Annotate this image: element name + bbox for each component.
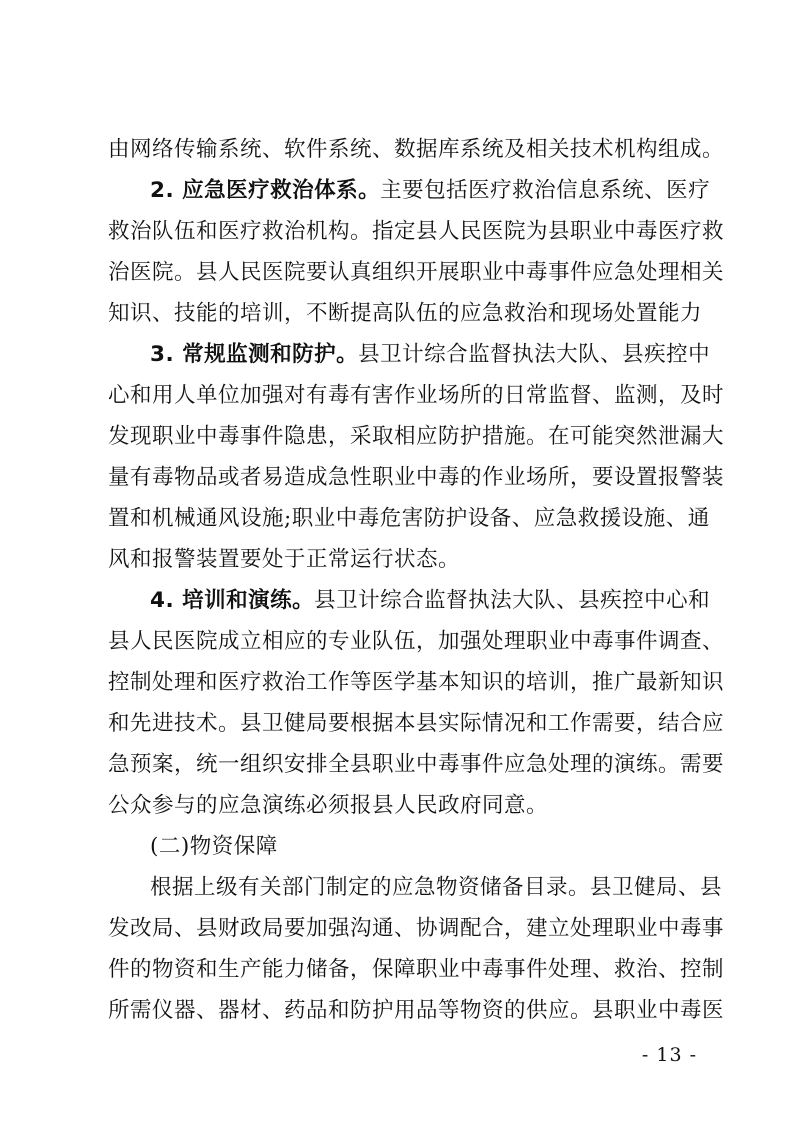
- text-line: 救治队伍和医疗救治机构。指定县人民医院为县职业中毒医疗救: [108, 219, 725, 244]
- text-line: 控制处理和医疗救治工作等医学基本知识的培训，推广最新知识: [108, 670, 725, 695]
- text-line: 由网络传输系统、软件系统、数据库系统及相关技术机构组成。: [108, 137, 725, 162]
- text-line: 和先进技术。县卫健局要根据本县实际情况和工作需要，结合应: [108, 711, 725, 736]
- section-3-first-line: [150, 335, 711, 375]
- text-line: 急预案，统一组织安排全县职业中毒事件应急处理的演练。需要: [108, 752, 725, 777]
- text-line: 公众参与的应急演练必须报县人民政府同意。: [108, 793, 549, 818]
- text-run: 县卫计综合监督执法大队、县疾控中心和: [314, 588, 711, 613]
- section-heading: 3. 常规监测和防护。: [150, 342, 359, 367]
- text-line: 县人民医院成立相应的专业队伍，加强处理职业中毒事件调查、: [108, 629, 725, 654]
- section-4-first-line: [150, 581, 711, 621]
- text-line: 心和用人单位加强对有毒有害作业场所的日常监督、监测，及时: [108, 383, 725, 408]
- text-line: 治医院。县人民医院要认真组织开展职业中毒事件应急处理相关: [108, 260, 725, 285]
- subsection-heading: (二)物资保障: [150, 834, 278, 859]
- text-line: 知识、技能的培训，不断提高队伍的应急救治和现场处置能力: [108, 301, 703, 326]
- section-heading: 4. 培训和演练。: [150, 588, 315, 613]
- text-line: 件的物资和生产能力储备，保障职业中毒事件处理、救治、控制: [108, 957, 725, 982]
- text-run: 县卫计综合监督执法大队、县疾控中: [358, 342, 711, 367]
- text-run: 主要包括医疗救治信息系统、医疗: [380, 178, 711, 203]
- text-line: 所需仪器、器材、药品和防护用品等物资的供应。县职业中毒医: [108, 998, 725, 1023]
- text-line: 发现职业中毒事件隐患，采取相应防护措施。在可能突然泄漏大: [108, 424, 725, 449]
- section-2-first-line: [150, 171, 711, 211]
- section-heading: 2. 应急医疗救治体系。: [150, 178, 381, 203]
- text-line: 发改局、县财政局要加强沟通、协调配合，建立处理职业中毒事: [108, 916, 725, 941]
- page-number: - 13 -: [641, 1044, 697, 1066]
- text-line: 根据上级有关部门制定的应急物资储备目录。县卫健局、县: [150, 875, 723, 900]
- text-line: 风和报警装置要处于正常运行状态。: [108, 547, 461, 572]
- text-line: 量有毒物品或者易造成急性职业中毒的作业场所，要设置报警装: [108, 465, 725, 490]
- text-line: 置和机械通风设施;职业中毒危害防护设备、应急救援设施、通: [108, 506, 710, 531]
